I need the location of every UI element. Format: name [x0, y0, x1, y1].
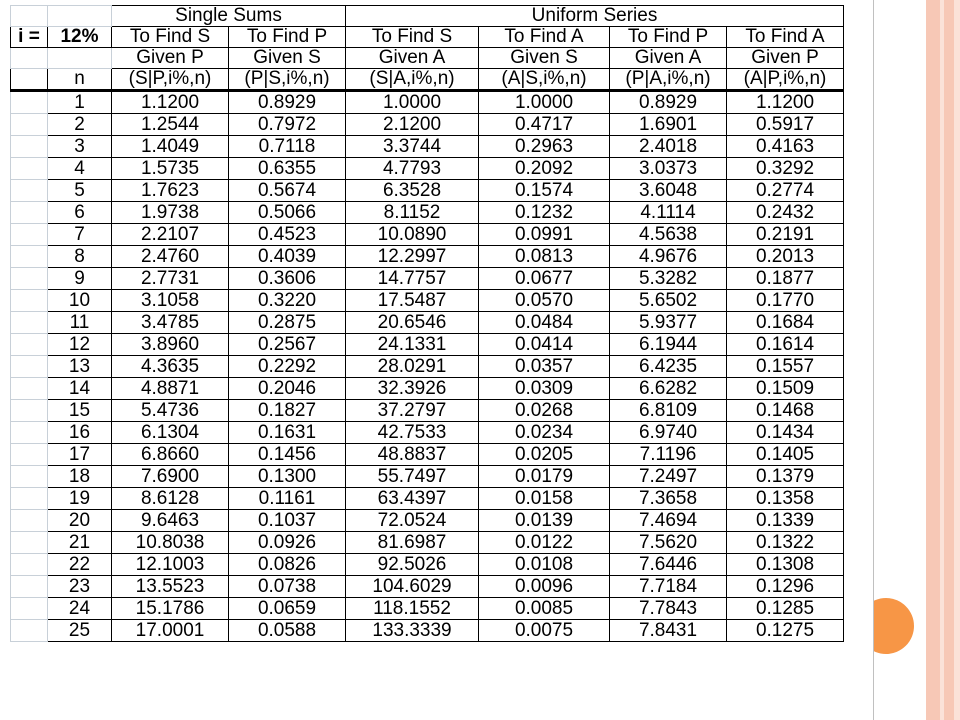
- column-formula: (P|S,i%,n): [229, 69, 346, 91]
- factor-pa-cell: 5.6502: [610, 290, 727, 312]
- factor-as-cell: 0.2963: [479, 136, 610, 158]
- decorative-stripe: [954, 0, 960, 720]
- blank-cell: [11, 488, 48, 510]
- factor-pa-cell: 7.5620: [610, 532, 727, 554]
- single-sums-header: Single Sums: [112, 6, 346, 27]
- factor-as-cell: 0.0234: [479, 422, 610, 444]
- factor-as-cell: 0.0096: [479, 576, 610, 598]
- factor-ps-cell: 0.1300: [229, 466, 346, 488]
- table-row: [11, 576, 844, 598]
- header-row-formula: [11, 69, 844, 91]
- factor-ps-cell: 0.0826: [229, 554, 346, 576]
- period-cell: 17: [48, 444, 112, 466]
- factor-as-cell: 0.0205: [479, 444, 610, 466]
- blank-cell: [11, 422, 48, 444]
- table-row: [11, 158, 844, 180]
- factor-sp-cell: 12.1003: [112, 554, 229, 576]
- blank-cell: [11, 202, 48, 224]
- period-cell: 9: [48, 268, 112, 290]
- factor-sa-cell: 133.3339: [346, 620, 479, 642]
- factor-sa-cell: 4.7793: [346, 158, 479, 180]
- factor-sa-cell: 63.4397: [346, 488, 479, 510]
- factor-sp-cell: 8.6128: [112, 488, 229, 510]
- factor-sa-cell: 92.5026: [346, 554, 479, 576]
- blank-cell: [11, 69, 48, 91]
- period-cell: 20: [48, 510, 112, 532]
- header-row-top: [11, 27, 844, 48]
- factor-as-cell: 0.0570: [479, 290, 610, 312]
- period-cell: 22: [48, 554, 112, 576]
- table-row: [11, 268, 844, 290]
- factor-ps-cell: 0.5066: [229, 202, 346, 224]
- blank-cell: [11, 136, 48, 158]
- blank-cell: [11, 576, 48, 598]
- factor-pa-cell: 7.3658: [610, 488, 727, 510]
- table-row: [11, 180, 844, 202]
- factor-ps-cell: 0.2875: [229, 312, 346, 334]
- table-row: [11, 488, 844, 510]
- table-row: [11, 334, 844, 356]
- factor-sa-cell: 118.1552: [346, 598, 479, 620]
- factor-pa-cell: 3.6048: [610, 180, 727, 202]
- factor-pa-cell: 4.1114: [610, 202, 727, 224]
- factor-as-cell: 0.0484: [479, 312, 610, 334]
- column-header-top: To Find P: [229, 27, 346, 48]
- table-row: [11, 91, 844, 114]
- column-formula: (S|P,i%,n): [112, 69, 229, 91]
- blank-cell: [11, 224, 48, 246]
- factor-ap-cell: 0.1557: [727, 356, 844, 378]
- table-row: [11, 532, 844, 554]
- period-cell: 15: [48, 400, 112, 422]
- factor-ps-cell: 0.4039: [229, 246, 346, 268]
- factor-pa-cell: 2.4018: [610, 136, 727, 158]
- factor-sa-cell: 24.1331: [346, 334, 479, 356]
- period-cell: 3: [48, 136, 112, 158]
- period-cell: 1: [48, 91, 112, 114]
- column-header-top: To Find A: [727, 27, 844, 48]
- factor-sa-cell: 72.0524: [346, 510, 479, 532]
- factor-ap-cell: 0.1684: [727, 312, 844, 334]
- blank-cell: [11, 158, 48, 180]
- factor-ap-cell: 0.2774: [727, 180, 844, 202]
- factor-ap-cell: 0.5917: [727, 114, 844, 136]
- factor-pa-cell: 6.1944: [610, 334, 727, 356]
- table-row: [11, 598, 844, 620]
- factor-pa-cell: 5.3282: [610, 268, 727, 290]
- factor-ap-cell: 0.1509: [727, 378, 844, 400]
- factor-sp-cell: 3.4785: [112, 312, 229, 334]
- factor-ap-cell: 0.1339: [727, 510, 844, 532]
- period-cell: 6: [48, 202, 112, 224]
- factor-sp-cell: 1.2544: [112, 114, 229, 136]
- factor-pa-cell: 7.4694: [610, 510, 727, 532]
- factor-ps-cell: 0.3606: [229, 268, 346, 290]
- blank-cell: [11, 356, 48, 378]
- interest-label: i =: [11, 27, 48, 48]
- factor-pa-cell: 4.5638: [610, 224, 727, 246]
- column-header-middle: Given S: [229, 48, 346, 69]
- factor-as-cell: 0.1574: [479, 180, 610, 202]
- table-row: [11, 466, 844, 488]
- period-cell: 19: [48, 488, 112, 510]
- factor-sp-cell: 17.0001: [112, 620, 229, 642]
- table-row: [11, 422, 844, 444]
- factor-ps-cell: 0.3220: [229, 290, 346, 312]
- factor-pa-cell: 1.6901: [610, 114, 727, 136]
- factor-ap-cell: 0.1322: [727, 532, 844, 554]
- factor-as-cell: 0.0075: [479, 620, 610, 642]
- table-row: [11, 378, 844, 400]
- factor-sp-cell: 3.1058: [112, 290, 229, 312]
- column-header-top: To Find A: [479, 27, 610, 48]
- factor-sp-cell: 4.3635: [112, 356, 229, 378]
- factor-ap-cell: 0.1358: [727, 488, 844, 510]
- factor-ap-cell: 0.2191: [727, 224, 844, 246]
- column-header-top: To Find P: [610, 27, 727, 48]
- factor-ps-cell: 0.7972: [229, 114, 346, 136]
- period-cell: 16: [48, 422, 112, 444]
- factor-ps-cell: 0.1631: [229, 422, 346, 444]
- factor-sp-cell: 1.9738: [112, 202, 229, 224]
- blank-cell: [11, 400, 48, 422]
- period-cell: 25: [48, 620, 112, 642]
- factor-pa-cell: 7.7184: [610, 576, 727, 598]
- factor-sp-cell: 2.4760: [112, 246, 229, 268]
- factor-as-cell: 0.0677: [479, 268, 610, 290]
- table-row: [11, 620, 844, 642]
- factor-sp-cell: 4.8871: [112, 378, 229, 400]
- factor-sa-cell: 3.3744: [346, 136, 479, 158]
- period-cell: 4: [48, 158, 112, 180]
- factor-pa-cell: 6.4235: [610, 356, 727, 378]
- factor-ap-cell: 0.2432: [727, 202, 844, 224]
- factor-sp-cell: 9.6463: [112, 510, 229, 532]
- factor-ap-cell: 1.1200: [727, 91, 844, 114]
- column-header-top: To Find S: [346, 27, 479, 48]
- factor-sp-cell: 10.8038: [112, 532, 229, 554]
- factor-ps-cell: 0.0588: [229, 620, 346, 642]
- factor-sp-cell: 1.7623: [112, 180, 229, 202]
- interest-rate: 12%: [48, 27, 112, 48]
- table-row: [11, 400, 844, 422]
- factor-as-cell: 0.0414: [479, 334, 610, 356]
- factor-sp-cell: 6.8660: [112, 444, 229, 466]
- factor-sa-cell: 104.6029: [346, 576, 479, 598]
- blank-cell: [11, 180, 48, 202]
- table-row: [11, 290, 844, 312]
- factor-sa-cell: 81.6987: [346, 532, 479, 554]
- factor-sp-cell: 2.2107: [112, 224, 229, 246]
- factor-ps-cell: 0.6355: [229, 158, 346, 180]
- table-row: [11, 246, 844, 268]
- uniform-series-header: Uniform Series: [346, 6, 844, 27]
- factor-as-cell: 0.4717: [479, 114, 610, 136]
- factor-ps-cell: 0.0926: [229, 532, 346, 554]
- factor-pa-cell: 0.8929: [610, 91, 727, 114]
- blank-cell: [11, 6, 48, 27]
- factor-pa-cell: 6.6282: [610, 378, 727, 400]
- factor-sa-cell: 8.1152: [346, 202, 479, 224]
- period-cell: 5: [48, 180, 112, 202]
- factor-ps-cell: 0.7118: [229, 136, 346, 158]
- factor-ps-cell: 0.4523: [229, 224, 346, 246]
- factor-ap-cell: 0.1296: [727, 576, 844, 598]
- blank-cell: [11, 246, 48, 268]
- factor-sp-cell: 1.1200: [112, 91, 229, 114]
- table-row: [11, 224, 844, 246]
- period-cell: 10: [48, 290, 112, 312]
- factor-as-cell: 1.0000: [479, 91, 610, 114]
- factor-sp-cell: 5.4736: [112, 400, 229, 422]
- factor-ap-cell: 0.1434: [727, 422, 844, 444]
- factor-pa-cell: 7.7843: [610, 598, 727, 620]
- factor-ps-cell: 0.1037: [229, 510, 346, 532]
- factor-sa-cell: 32.3926: [346, 378, 479, 400]
- factor-as-cell: 0.0108: [479, 554, 610, 576]
- factor-as-cell: 0.0085: [479, 598, 610, 620]
- period-cell: 2: [48, 114, 112, 136]
- factor-ap-cell: 0.4163: [727, 136, 844, 158]
- blank-cell: [11, 268, 48, 290]
- factor-sa-cell: 55.7497: [346, 466, 479, 488]
- factor-ps-cell: 0.1456: [229, 444, 346, 466]
- blank-cell: [11, 532, 48, 554]
- period-cell: 14: [48, 378, 112, 400]
- factor-sa-cell: 12.2997: [346, 246, 479, 268]
- factor-pa-cell: 5.9377: [610, 312, 727, 334]
- factor-sa-cell: 2.1200: [346, 114, 479, 136]
- period-cell: 24: [48, 598, 112, 620]
- blank-cell: [11, 114, 48, 136]
- factor-as-cell: 0.0991: [479, 224, 610, 246]
- factor-as-cell: 0.0139: [479, 510, 610, 532]
- factor-ap-cell: 0.1285: [727, 598, 844, 620]
- factor-as-cell: 0.0813: [479, 246, 610, 268]
- blank-cell: [11, 510, 48, 532]
- factor-as-cell: 0.0268: [479, 400, 610, 422]
- factor-pa-cell: 6.8109: [610, 400, 727, 422]
- period-cell: 12: [48, 334, 112, 356]
- blank-cell: [11, 290, 48, 312]
- blank-cell: [11, 312, 48, 334]
- table-row: [11, 510, 844, 532]
- blank-cell: [48, 6, 112, 27]
- blank-cell: [11, 598, 48, 620]
- header-row-middle: [11, 48, 844, 69]
- factor-sa-cell: 10.0890: [346, 224, 479, 246]
- period-cell: 8: [48, 246, 112, 268]
- column-header-middle: Given S: [479, 48, 610, 69]
- table-row: [11, 114, 844, 136]
- factor-ps-cell: 0.2046: [229, 378, 346, 400]
- factor-sp-cell: 13.5523: [112, 576, 229, 598]
- column-formula: (S|A,i%,n): [346, 69, 479, 91]
- column-formula: (A|S,i%,n): [479, 69, 610, 91]
- factor-ps-cell: 0.0738: [229, 576, 346, 598]
- factor-pa-cell: 7.6446: [610, 554, 727, 576]
- blank-cell: [11, 378, 48, 400]
- factor-sp-cell: 1.4049: [112, 136, 229, 158]
- factor-sa-cell: 28.0291: [346, 356, 479, 378]
- decorative-stripe: [926, 0, 940, 720]
- blank-cell: [11, 466, 48, 488]
- factor-ps-cell: 0.0659: [229, 598, 346, 620]
- factor-ap-cell: 0.1379: [727, 466, 844, 488]
- column-header-middle: Given P: [727, 48, 844, 69]
- factor-ap-cell: 0.1308: [727, 554, 844, 576]
- factor-as-cell: 0.2092: [479, 158, 610, 180]
- period-cell: 7: [48, 224, 112, 246]
- factor-ap-cell: 0.1468: [727, 400, 844, 422]
- factor-sa-cell: 6.3528: [346, 180, 479, 202]
- factor-sa-cell: 42.7533: [346, 422, 479, 444]
- factor-sp-cell: 6.1304: [112, 422, 229, 444]
- factor-pa-cell: 3.0373: [610, 158, 727, 180]
- factor-ap-cell: 0.3292: [727, 158, 844, 180]
- table-row: [11, 554, 844, 576]
- factor-as-cell: 0.0122: [479, 532, 610, 554]
- factor-sa-cell: 48.8837: [346, 444, 479, 466]
- factor-sa-cell: 14.7757: [346, 268, 479, 290]
- factor-ap-cell: 0.1614: [727, 334, 844, 356]
- period-cell: 18: [48, 466, 112, 488]
- factor-pa-cell: 7.1196: [610, 444, 727, 466]
- table-row: [11, 136, 844, 158]
- blank-cell: [11, 91, 48, 114]
- interest-factor-table: [10, 5, 844, 642]
- column-header-middle: Given P: [112, 48, 229, 69]
- factor-as-cell: 0.0179: [479, 466, 610, 488]
- factor-ps-cell: 0.5674: [229, 180, 346, 202]
- factor-sp-cell: 3.8960: [112, 334, 229, 356]
- blank-cell: [11, 334, 48, 356]
- factor-ps-cell: 0.1161: [229, 488, 346, 510]
- factor-ps-cell: 0.2567: [229, 334, 346, 356]
- header-row-group: [11, 6, 844, 27]
- factor-sa-cell: 1.0000: [346, 91, 479, 114]
- factor-ps-cell: 0.8929: [229, 91, 346, 114]
- factor-ap-cell: 0.1770: [727, 290, 844, 312]
- factor-sa-cell: 20.6546: [346, 312, 479, 334]
- factor-as-cell: 0.0309: [479, 378, 610, 400]
- factor-ap-cell: 0.1877: [727, 268, 844, 290]
- period-cell: 23: [48, 576, 112, 598]
- period-cell: 13: [48, 356, 112, 378]
- factor-ap-cell: 0.2013: [727, 246, 844, 268]
- column-header-top: To Find S: [112, 27, 229, 48]
- blank-cell: [48, 48, 112, 69]
- factor-ps-cell: 0.1827: [229, 400, 346, 422]
- column-header-middle: Given A: [610, 48, 727, 69]
- factor-sp-cell: 7.6900: [112, 466, 229, 488]
- column-formula: (A|P,i%,n): [727, 69, 844, 91]
- factor-sp-cell: 1.5735: [112, 158, 229, 180]
- column-formula: (P|A,i%,n): [610, 69, 727, 91]
- factor-as-cell: 0.1232: [479, 202, 610, 224]
- n-label: n: [48, 69, 112, 91]
- factor-as-cell: 0.0158: [479, 488, 610, 510]
- decorative-stripe: [944, 0, 954, 720]
- factor-pa-cell: 7.2497: [610, 466, 727, 488]
- blank-cell: [11, 444, 48, 466]
- table-row: [11, 444, 844, 466]
- factor-as-cell: 0.0357: [479, 356, 610, 378]
- factor-pa-cell: 4.9676: [610, 246, 727, 268]
- column-header-middle: Given A: [346, 48, 479, 69]
- factor-sa-cell: 37.2797: [346, 400, 479, 422]
- period-cell: 21: [48, 532, 112, 554]
- factor-sa-cell: 17.5487: [346, 290, 479, 312]
- factor-ps-cell: 0.2292: [229, 356, 346, 378]
- table-row: [11, 356, 844, 378]
- table-row: [11, 202, 844, 224]
- factor-ap-cell: 0.1405: [727, 444, 844, 466]
- blank-cell: [11, 554, 48, 576]
- blank-cell: [11, 620, 48, 642]
- blank-cell: [11, 48, 48, 69]
- factor-pa-cell: 7.8431: [610, 620, 727, 642]
- factor-ap-cell: 0.1275: [727, 620, 844, 642]
- factor-pa-cell: 6.9740: [610, 422, 727, 444]
- table-row: [11, 312, 844, 334]
- period-cell: 11: [48, 312, 112, 334]
- factor-sp-cell: 15.1786: [112, 598, 229, 620]
- factor-sp-cell: 2.7731: [112, 268, 229, 290]
